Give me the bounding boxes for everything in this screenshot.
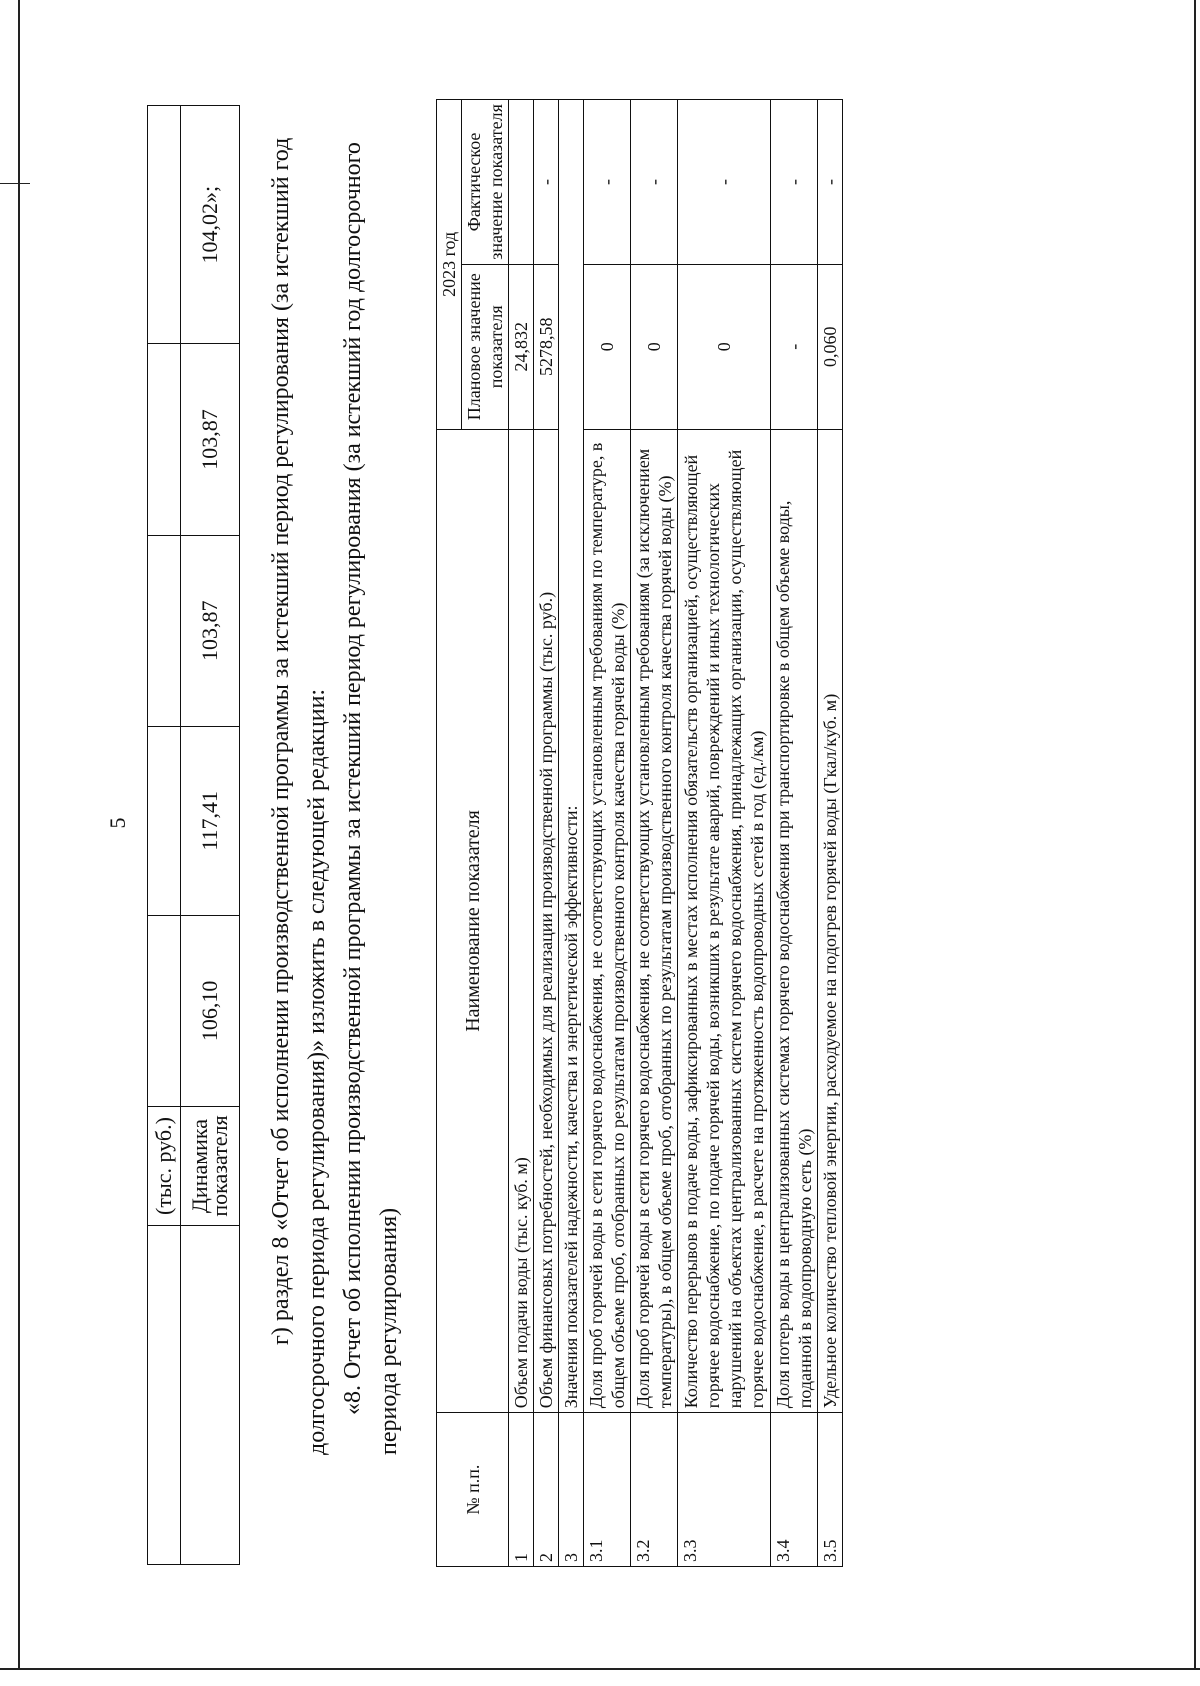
frame-line-bottom xyxy=(0,1668,1200,1670)
paragraph-section-8-intro: г) раздел 8 «Отчет об исполнении производственной программы за истекший период регулирования (за истекший год долгосрочного периода регулирования)» изложить в следующей редакции: xyxy=(268,137,330,1455)
dynamics-unit-row xyxy=(148,106,181,1565)
header-num: № п.п. xyxy=(437,1413,509,1567)
rotated-content xyxy=(0,85,1200,1575)
report-table xyxy=(436,99,843,1567)
table-row: 3.1 Доля проб горячей воды в сети горячего водоснабжения, не соответствующих установленным требованиям по температуре, в общем объеме проб, отобранных по результатам производственного контроля качества горячей воды (%) 0 - xyxy=(584,100,631,1567)
table-row: 3.3 Количество перерывов в подаче воды, зафиксированных в местах исполнения обязательств организацией, осуществляющей горячее водоснабжение, по подаче горячей воды, возникших в результате аварий, повреждений и иных технологических нарушений на объектах централизованных систем горячего водоснабжения, принадлежащих организации, осуществляющей горячее водоснабжение, в расчете на протяженность водопроводных сетей в год (ед./км) 0 - xyxy=(678,100,771,1567)
dynamics-row xyxy=(181,106,240,1565)
header-name: Наименование показателя xyxy=(437,429,509,1413)
table-row: 1 Объем подачи воды (тыс. куб. м) 24,832 xyxy=(509,100,534,1567)
dynamics-value: 106,10 xyxy=(181,915,240,1106)
dynamics-value: 103,87 xyxy=(181,535,240,726)
page-number: 5 xyxy=(105,817,130,829)
table-row: 3.5 Удельное количество тепловой энергии, расходуемое на подогрев горячей воды (Гкал/куб. м) 0,060 - xyxy=(818,100,843,1567)
header-row-1 xyxy=(437,100,462,1567)
dynamics-label: Динамика показателя xyxy=(181,1107,240,1226)
table-row: 2 Объем финансовых потребностей, необходимых для реализации производственной программы (тыс. руб.) 5278,58 - xyxy=(534,100,559,1567)
dynamics-value: 117,41 xyxy=(181,726,240,915)
table-row: 3.4 Доля потерь воды в централизованных системах горячего водоснабжения при транспортировке в общем объеме воды, поданной в водопроводную сеть (%) - - xyxy=(771,100,818,1567)
header-year: 2023 год xyxy=(437,100,462,430)
header-plan: Плановое значение показателя xyxy=(462,264,509,429)
paragraph-section-8-title: «8. Отчет об исполнении производственной программы за истекший период регулирования (за истекший год долгосрочного периода регулирования) xyxy=(340,142,402,1455)
table-row-section: 3 Значения показателей надежности, качества и энергетической эффективности: xyxy=(559,100,584,1567)
dynamics-value: 104,02»; xyxy=(181,106,240,344)
dynamics-table xyxy=(147,105,240,1565)
header-fact: Фактическое значение показателя xyxy=(462,100,509,265)
table-row: 3.2 Доля проб горячей воды в сети горячего водоснабжения, не соответствующих установленным требованиям (за исключением температуры), в общем объеме проб, отобранных по результатам производственного контроля качества горячей воды (%) 0 - xyxy=(631,100,678,1567)
dynamics-value: 103,87 xyxy=(181,344,240,535)
unit-label: (тыс. руб.) xyxy=(148,1107,181,1226)
